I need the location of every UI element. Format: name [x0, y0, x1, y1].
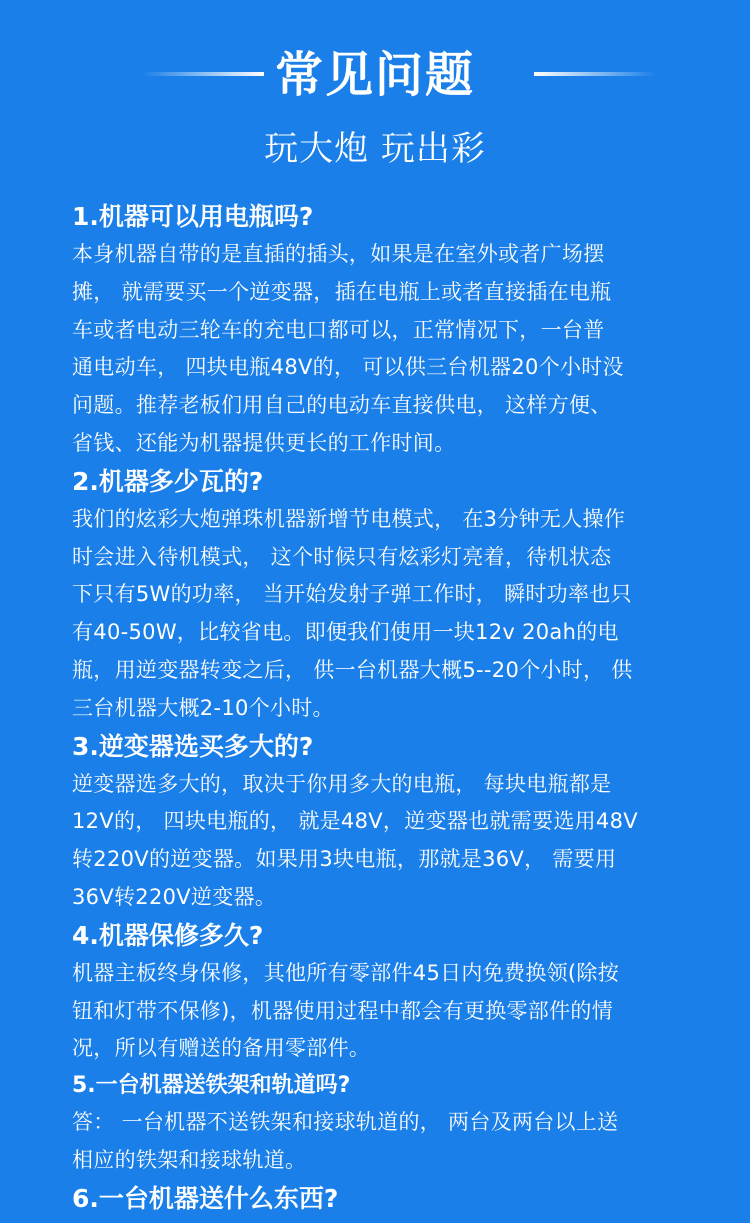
faq-question: 6.一台机器送什么东西?	[72, 1183, 339, 1213]
faq-answer-line: 省钱、还能为机器提供更长的工作时间。	[72, 430, 456, 455]
header	[0, 0, 750, 190]
faq-answer-line: 36V转220V逆变器。	[72, 884, 277, 909]
faq-answer-line: 时会进入待机模式， 这个时候只有炫彩灯亮着，待机状态	[72, 544, 612, 569]
faq-item	[72, 1068, 702, 1180]
faq-question: 2.机器多少瓦的?	[72, 466, 264, 496]
faq-item	[72, 1180, 702, 1218]
faq-item	[72, 463, 702, 728]
faq-answer-line: 答： 一台机器不送铁架和接球轨道的， 两台及两台以上送	[72, 1110, 619, 1135]
faq-answer-line: 逆变器选多大的，取决于你用多大的电瓶， 每块电瓶都是	[72, 771, 612, 796]
faq-answer-line: 有40-50W，比较省电。即便我们使用一块12v 20ah的电	[72, 620, 619, 645]
faq-answer-line: 机器主板终身保修，其他所有零部件45日内免费换领(除按	[72, 960, 620, 985]
faq-answer-line: 12V的， 四块电瓶的， 就是48V，逆变器也就需要选用48V	[72, 809, 638, 834]
faq-item	[72, 728, 702, 917]
faq-answer-line: 相应的铁架和接球轨道。	[72, 1147, 307, 1172]
faq-answer-line: 钮和灯带不保修)，机器使用过程中都会有更换零部件的情	[72, 998, 613, 1023]
faq-answer-line: 下只有5W的功率， 当开始发射子弹工作时， 瞬时功率也只	[72, 582, 632, 607]
faq-question: 3.逆变器选买多大的?	[72, 731, 314, 761]
faq-answer-line: 本身机器自带的是直插的插头，如果是在室外或者广场摆	[72, 242, 605, 266]
faq-answer-line: 转220V的逆变器。如果用3块电瓶，那就是36V， 需要用	[72, 847, 617, 872]
faq-answer-line: 瓶，用逆变器转变之后， 供一台机器大概5--20个小时， 供	[72, 657, 633, 682]
faq-answer-line: 三台机器大概2-10个小时。	[72, 695, 334, 720]
faq-answer-line: 车或者电动三轮车的充电口都可以，正常情况下，一台普	[72, 317, 605, 342]
faq-question: 1.机器可以用电瓶吗?	[72, 202, 314, 231]
faq-answer-line: 我们的炫彩大炮弹珠机器新增节电模式， 在3分钟无人操作	[72, 506, 626, 531]
faq-question: 4.机器保修多久?	[72, 920, 264, 950]
faq-answer-line: 问题。推荐老板们用自己的电动车直接供电， 这样方便、	[72, 393, 612, 418]
faq-list	[72, 198, 702, 1218]
page-title: 常见问题	[274, 47, 475, 103]
faq-item	[72, 917, 702, 1068]
faq-question: 5.一台机器送铁架和轨道吗?	[72, 1073, 351, 1099]
page-subtitle: 玩大炮 玩出彩	[264, 129, 486, 169]
faq-answer-line: 况，所以有赠送的备用零部件。	[72, 1036, 371, 1061]
faq-answer-line: 通电动车， 四块电瓶48V的， 可以供三台机器20个小时没	[72, 355, 624, 380]
faq-answer-line: 摊， 就需要买一个逆变器，插在电瓶上或者直接插在电瓶	[72, 279, 612, 304]
title-divider-right	[534, 72, 656, 76]
faq-item	[72, 198, 702, 463]
